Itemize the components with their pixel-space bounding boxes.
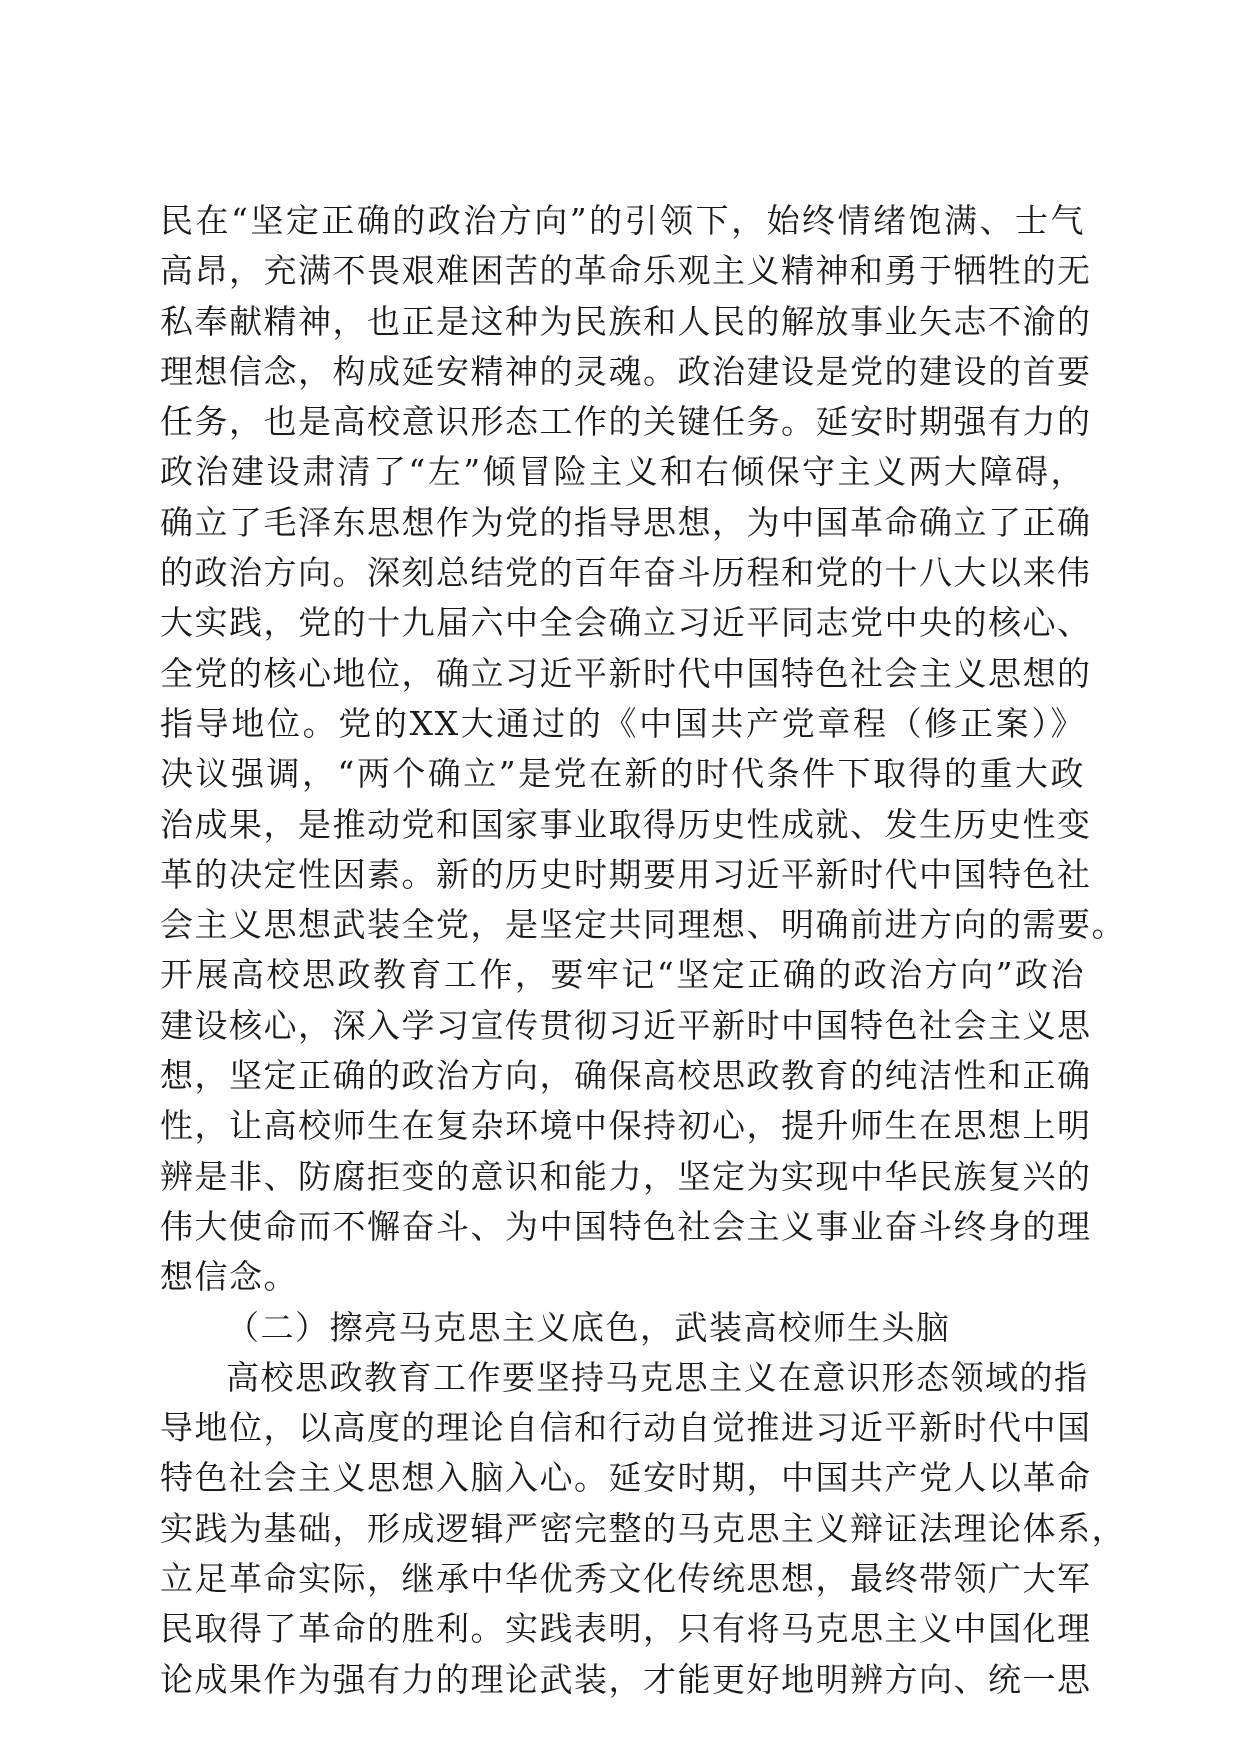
text-line: 政治建设肃清了“左”倾冒险主义和右倾保守主义两大障碍， [160, 452, 1085, 492]
text-line: 任务，也是高校意识形态工作的关键任务。延安时期强有力的 [160, 402, 1092, 442]
text-line: 理想信念，构成延安精神的灵魂。政治建设是党的建设的首要 [160, 351, 1092, 391]
text-line: 大实践，党的十九届六中全会确立习近平同志党中央的核心、 [160, 603, 1092, 643]
text-line: 性，让高校师生在复杂环境中保持初心，提升师生在思想上明 [160, 1106, 1092, 1146]
text-line: 民在“坚定正确的政治方向”的引领下，始终情绪饱满、士气 [160, 201, 1085, 240]
paragraph-political-direction [160, 196, 1126, 1303]
text-line: 确立了毛泽东思想作为党的指导思想，为中国革命确立了正确 [160, 502, 1092, 542]
text-line: 特色社会主义思想入脑入心。延安时期，中国共产党人以革命 [160, 1458, 1092, 1498]
text-line: 立足革命实际，继承中华优秀文化传统思想，最终带领广大军 [160, 1559, 1092, 1599]
text-line: 辨是非、防腐拒变的意识和能力，坚定为实现中华民族复兴的 [160, 1156, 1092, 1196]
text-line: 高校思政教育工作要坚持马克思主义在意识形态领域的指 [226, 1357, 1089, 1397]
text-line: 会主义思想武装全党，是坚定共同理想、明确前进方向的需要。 [160, 905, 1126, 945]
text-line: 想，坚定正确的政治方向，确保高校思政教育的纯洁性和正确 [160, 1056, 1092, 1096]
text-line: 论成果作为强有力的理论武装，才能更好地明辨方向、统一思 [160, 1659, 1092, 1699]
text-line: 高昂，充满不畏艰难困苦的革命乐观主义精神和勇于牺牲的无 [160, 251, 1092, 291]
text-line: 私奉献精神，也正是这种为民族和人民的解放事业矢志不渝的 [160, 301, 1092, 341]
text-line: 伟大使命而不懈奋斗、为中国特色社会主义事业奋斗终身的理 [160, 1206, 1092, 1246]
text-line: 革的决定性因素。新的历史时期要用习近平新时代中国特色社 [160, 854, 1092, 894]
text-line: 民取得了革命的胜利。实践表明，只有将马克思主义中国化理 [160, 1609, 1092, 1649]
text-line: 开展高校思政教育工作，要牢记“坚定正确的政治方向”政治 [160, 955, 1085, 995]
text-line: 导地位，以高度的理论自信和行动自觉推进习近平新时代中国 [160, 1408, 1092, 1448]
text-line: 治成果，是推动党和国家事业取得历史性成就、发生历史性变 [160, 804, 1092, 844]
text-line: 决议强调，“两个确立”是党在新的时代条件下取得的重大政 [160, 754, 1085, 794]
text-line: 想信念。 [160, 1257, 298, 1297]
document-body [160, 196, 1126, 1705]
section-heading: （二）擦亮马克思主义底色，武装高校师生头脑 [226, 1307, 951, 1347]
paragraph-marxism [160, 1353, 1126, 1705]
text-line: 的政治方向。深刻总结党的百年奋斗历程和党的十八大以来伟 [160, 553, 1092, 593]
text-line: 建设核心，深入学习宣传贯彻习近平新时中国特色社会主义思 [160, 1005, 1092, 1045]
text-line: 实践为基础，形成逻辑严密完整的马克思主义辩证法理论体系， [160, 1508, 1126, 1548]
text-line: 指导地位。党的XX大通过的《中国共产党章程（修正案）》 [160, 703, 1085, 743]
text-line: 全党的核心地位，确立习近平新时代中国特色社会主义思想的 [160, 653, 1092, 693]
